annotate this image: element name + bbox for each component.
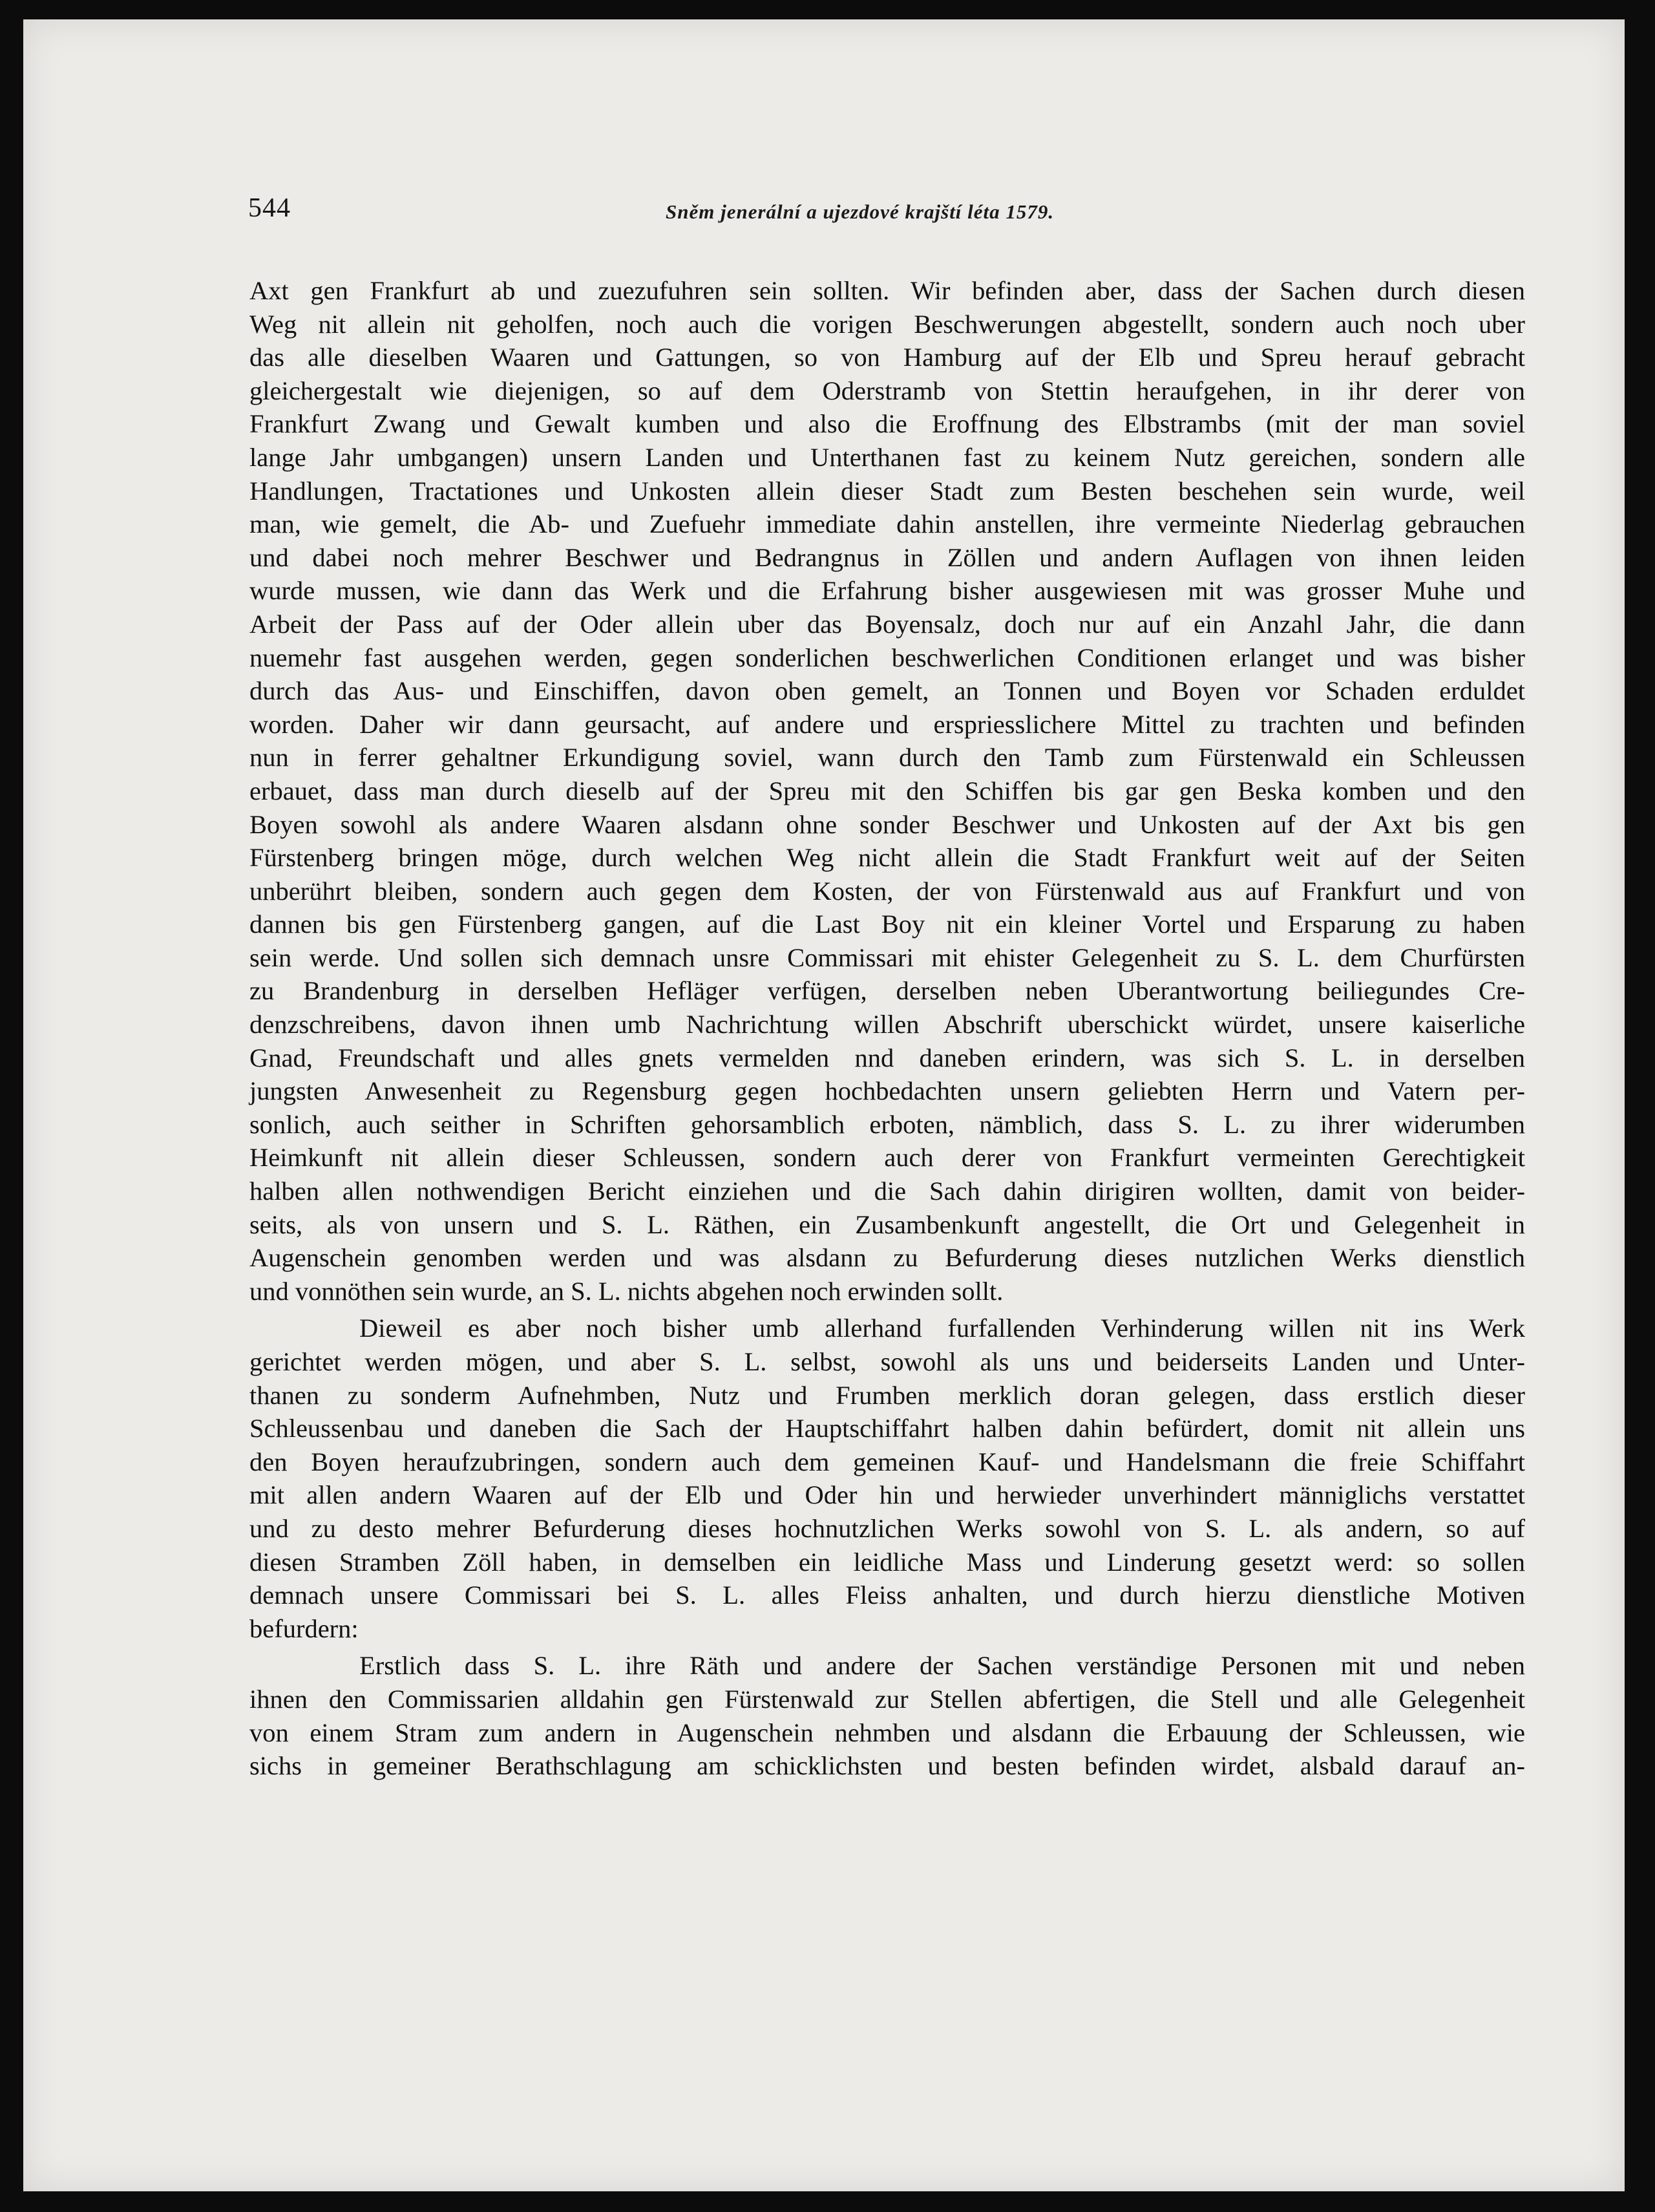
text-line: sonlich, auch seither in Schriften gehorsamblich erboten, nämblich, dass S. L. zu ihrer widerumben bbox=[249, 1109, 1525, 1139]
text-line: jungsten Anwesenheit zu Regensburg gegen hochbedachten unsern geliebten Herrn und Vatern per- bbox=[249, 1076, 1525, 1106]
text-line: unberührt bleiben, sondern auch gegen dem Kosten, der von Fürstenwald aus auf Frankfurt und von bbox=[249, 876, 1525, 906]
text-line: sichs in gemeiner Berathschlagung am schicklichsten und besten befinden wirdet, alsbald darauf an- bbox=[249, 1751, 1525, 1781]
text-line: Arbeit der Pass auf der Oder allein uber das Boyensalz, doch nur auf ein Anzahl Jahr, die dann bbox=[249, 609, 1525, 639]
text-line: Frankfurt Zwang und Gewalt kumben und also die Eroffnung des Elbstrambs (mit der man soviel bbox=[249, 409, 1525, 439]
text-line: Handlungen, Tractationes und Unkosten allein dieser Stadt zum Besten beschehen sein wurde, weil bbox=[249, 476, 1525, 505]
text-line: Fürstenberg bringen möge, durch welchen Weg nicht allein die Stadt Frankfurt weit auf der Seiten bbox=[249, 843, 1525, 873]
text-line: seits, als von unsern und S. L. Räthen, ein Zusambenkunft angestellt, die Ort und Gelegenheit in bbox=[249, 1209, 1525, 1239]
text-line: zu Brandenburg in derselben Hefläger verfügen, derselben neben Uberantwortung beiliegundes Cre- bbox=[249, 976, 1525, 1006]
text-line: Boyen sowohl als andere Waaren alsdann ohne sonder Beschwer und Unkosten auf der Axt bis gen bbox=[249, 809, 1525, 839]
text-line: und zu desto mehrer Befurderung dieses hochnutzlichen Werks sowohl von S. L. als andern, so auf bbox=[249, 1513, 1525, 1543]
text-line: man, wie gemelt, die Ab- und Zuefuehr immediate dahin anstellen, ihre vermeinte Niederlag gebrauchen bbox=[249, 509, 1525, 539]
paragraph-1 bbox=[249, 274, 1525, 1308]
text-line: von einem Stram zum andern in Augenschein nehmben und alsdann die Erbauung der Schleussen, wie bbox=[249, 1717, 1525, 1747]
text-line: erbauet, dass man durch dieselb auf der Spreu mit den Schiffen bis gar gen Beska komben und den bbox=[249, 776, 1525, 805]
text-line: gleichergestalt wie diejenigen, so auf dem Oderstramb von Stettin heraufgehen, in ihr derer von bbox=[249, 376, 1525, 405]
page-number: 544 bbox=[248, 193, 291, 223]
text-line: Dieweil es aber noch bisher umb allerhand furfallenden Verhinderung willen nit ins Werk bbox=[359, 1313, 1525, 1343]
text-line: diesen Stramben Zöll haben, in demselben ein leidliche Mass und Linderung gesetzt werd: so sollen bbox=[249, 1547, 1525, 1577]
text-line: Gnad, Freundschaft und alles gnets vermelden nnd daneben erindern, was sich S. L. in derselben bbox=[249, 1043, 1525, 1072]
text-line: Weg nit allein nit geholfen, noch auch die vorigen Beschwerungen abgestellt, sondern auch noch uber bbox=[249, 309, 1525, 339]
text-line: thanen zu sonderm Aufnehmben, Nutz und Frumben merklich doran gelegen, dass erstlich dieser bbox=[249, 1380, 1525, 1410]
text-line: denzschreibens, davon ihnen umb Nachrichtung willen Abschrift uberschickt würdet, unsere kaiserliche bbox=[249, 1010, 1525, 1039]
paragraph-3 bbox=[249, 1649, 1525, 1782]
text-line: ihnen den Commissarien alldahin gen Fürstenwald zur Stellen abfertigen, die Stell und alle Gelegenheit bbox=[249, 1684, 1525, 1714]
running-head: Sněm jenerální a ujezdové krajští léta 1579. bbox=[666, 200, 1055, 223]
text-line: nun in ferrer gehaltner Erkundigung soviel, wann durch den Tamb zum Fürstenwald ein Schleussen bbox=[249, 743, 1525, 772]
text-line: Axt gen Frankfurt ab und zuezufuhren sein sollten. Wir befinden aber, dass der Sachen durch diesen bbox=[249, 276, 1525, 305]
text-line: das alle dieselben Waaren und Gattungen, so von Hamburg auf der Elb und Spreu herauf gebracht bbox=[249, 343, 1525, 372]
text-line: und vonnöthen sein wurde, an S. L. nichts abgehen noch erwinden sollt. bbox=[249, 1276, 1004, 1306]
text-line: wurde mussen, wie dann das Werk und die Erfahrung bisher ausgewiesen mit was grosser Muhe und bbox=[249, 576, 1525, 606]
text-line: mit allen andern Waaren auf der Elb und Oder hin und herwieder unverhindert männiglichs verstattet bbox=[249, 1480, 1525, 1510]
paragraph-2 bbox=[249, 1312, 1525, 1645]
text-line: Erstlich dass S. L. ihre Räth und andere der Sachen verständige Personen mit und neben bbox=[359, 1651, 1525, 1681]
text-line: lange Jahr umbgangen) unsern Landen und Unterthanen fast zu keinem Nutz gereichen, sondern alle bbox=[249, 442, 1525, 472]
text-line: sein werde. Und sollen sich demnach unsre Commissari mit ehister Gelegenheit zu S. L. dem Churfürsten bbox=[249, 942, 1525, 972]
text-line: Augenschein genomben werden und was alsdann zu Befurderung dieses nutzlichen Werks dienstlich bbox=[249, 1243, 1525, 1273]
body-text bbox=[249, 274, 1525, 1783]
text-line: worden. Daher wir dann geursacht, auf andere und erspriesslichere Mittel zu trachten und befinden bbox=[249, 709, 1525, 739]
text-line: nuemehr fast ausgehen werden, gegen sonderlichen beschwerlichen Conditionen erlanget und was bisher bbox=[249, 643, 1525, 672]
text-line: befurdern: bbox=[249, 1613, 359, 1643]
page-header bbox=[226, 187, 1516, 239]
text-line: Schleussenbau und daneben die Sach der Hauptschiffahrt halben dahin befürdert, domit nit allein uns bbox=[249, 1414, 1525, 1443]
text-line: dannen bis gen Fürstenberg gangen, auf die Last Boy nit ein kleiner Vortel und Ersparung zu haben bbox=[249, 909, 1525, 939]
text-line: Heimkunft nit allein dieser Schleussen, sondern auch derer von Frankfurt vermeinten Gerechtigkeit bbox=[249, 1143, 1525, 1173]
text-line: durch das Aus- und Einschiffen, davon oben gemelt, an Tonnen und Boyen vor Schaden erduldet bbox=[249, 676, 1525, 706]
text-line: und dabei noch mehrer Beschwer und Bedrangnus in Zöllen und andern Auflagen von ihnen leiden bbox=[249, 542, 1525, 572]
text-line: demnach unsere Commissari bei S. L. alles Fleiss anhalten, und durch hierzu dienstliche Motiven bbox=[249, 1580, 1525, 1610]
text-line: halben allen nothwendigen Bericht einziehen und die Sach dahin dirigiren wollten, damit von beider- bbox=[249, 1176, 1525, 1206]
text-line: gerichtet werden mögen, und aber S. L. selbst, sowohl als uns und beiderseits Landen und Unter- bbox=[249, 1347, 1525, 1376]
text-line: den Boyen heraufzubringen, sondern auch dem gemeinen Kauf- und Handelsmann die freie Schiffahrt bbox=[249, 1447, 1525, 1476]
